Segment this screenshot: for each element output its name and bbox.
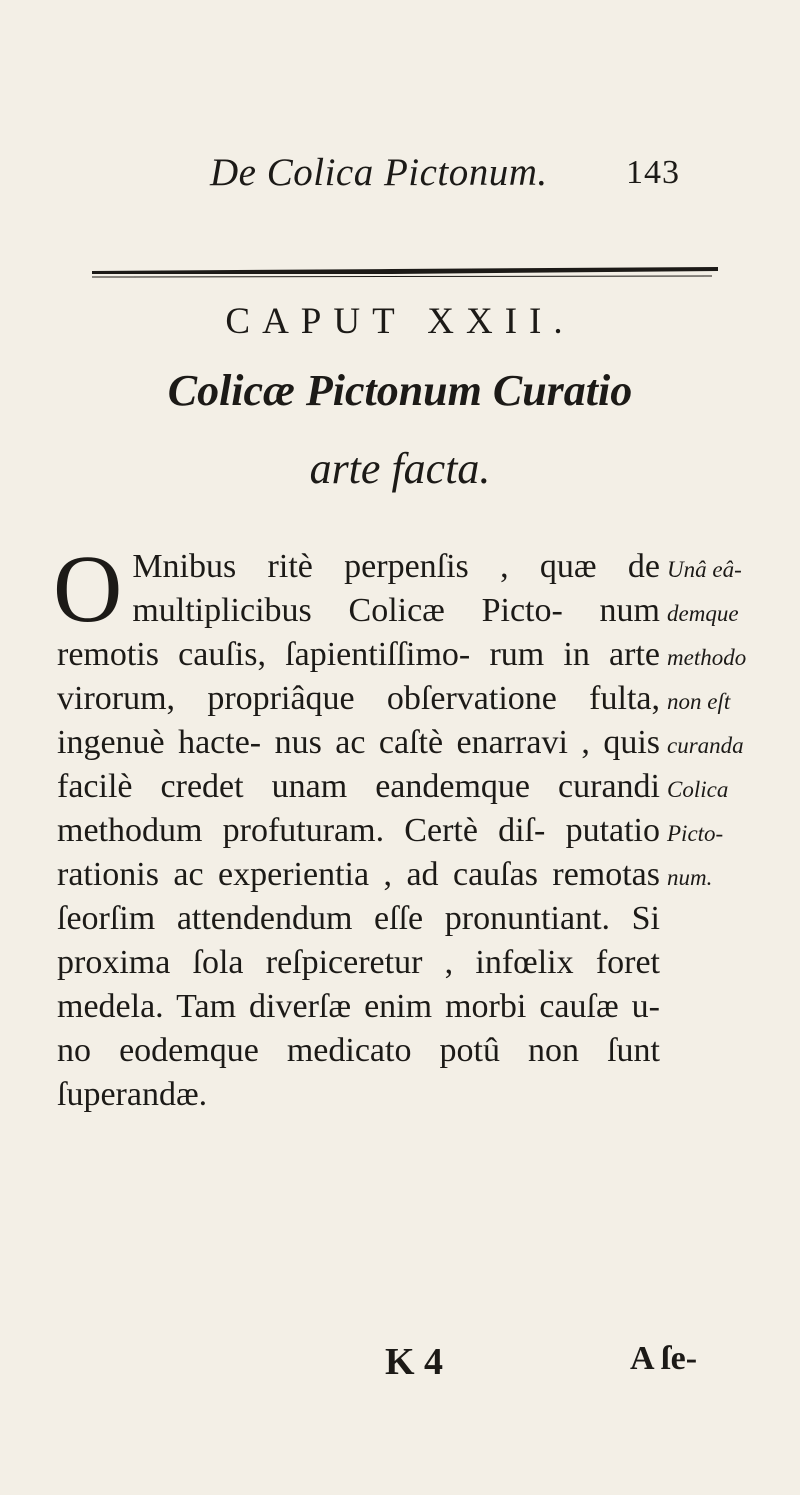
marginal-note-line: Picto- bbox=[667, 821, 724, 846]
running-head-title: De Colica Pictonum. bbox=[210, 151, 548, 194]
marginal-note-line: num. bbox=[667, 865, 713, 890]
signature-mark: K 4 bbox=[385, 1341, 444, 1383]
chapter-title-line-2: arte facta. bbox=[309, 444, 491, 493]
chapter-title-line-1: Colicæ Pictonum Curatio bbox=[167, 366, 633, 415]
body-text: Mnibus ritè perpenſis , quæ de multiplicibus Colicæ Picto- num remotis cauſis, ſapientiſſimo- rum in arte virorum, propriâque obſervatione fulta, ingenuè hacte- nus ac caſtè enarravi , quis facilè credet unam eandemque curandi methodum profuturam. Certè diſ- putatio rationis ac experientia , ad cauſas remotas ſeorſim attendendum eſſe pronuntiant. Si proxima ſola reſpiceretur , infœlix foret medela. Tam diverſæ enim morbi cauſæ u- no eodemque medicato potû non ſunt ſuperandæ. bbox=[57, 548, 660, 1113]
body-paragraph bbox=[53, 535, 660, 1117]
catchword: A ſe- bbox=[630, 1340, 698, 1377]
marginal-note-line: Unâ eâ- bbox=[667, 557, 742, 582]
marginal-note-line: Colica bbox=[667, 777, 729, 802]
running-head bbox=[210, 150, 680, 200]
marginal-note-line: methodo bbox=[667, 645, 747, 670]
marginal-note bbox=[667, 548, 777, 900]
drop-cap: O bbox=[53, 535, 123, 642]
chapter-heading: CAPUT XXII. bbox=[225, 301, 575, 342]
marginal-note-line: curanda bbox=[667, 733, 744, 758]
marginal-note-line: non eſt bbox=[667, 689, 731, 714]
ornamental-rule bbox=[92, 266, 718, 278]
page-footer bbox=[0, 1340, 800, 1390]
marginal-note-line: demque bbox=[667, 601, 739, 626]
page-number: 143 bbox=[626, 154, 680, 191]
